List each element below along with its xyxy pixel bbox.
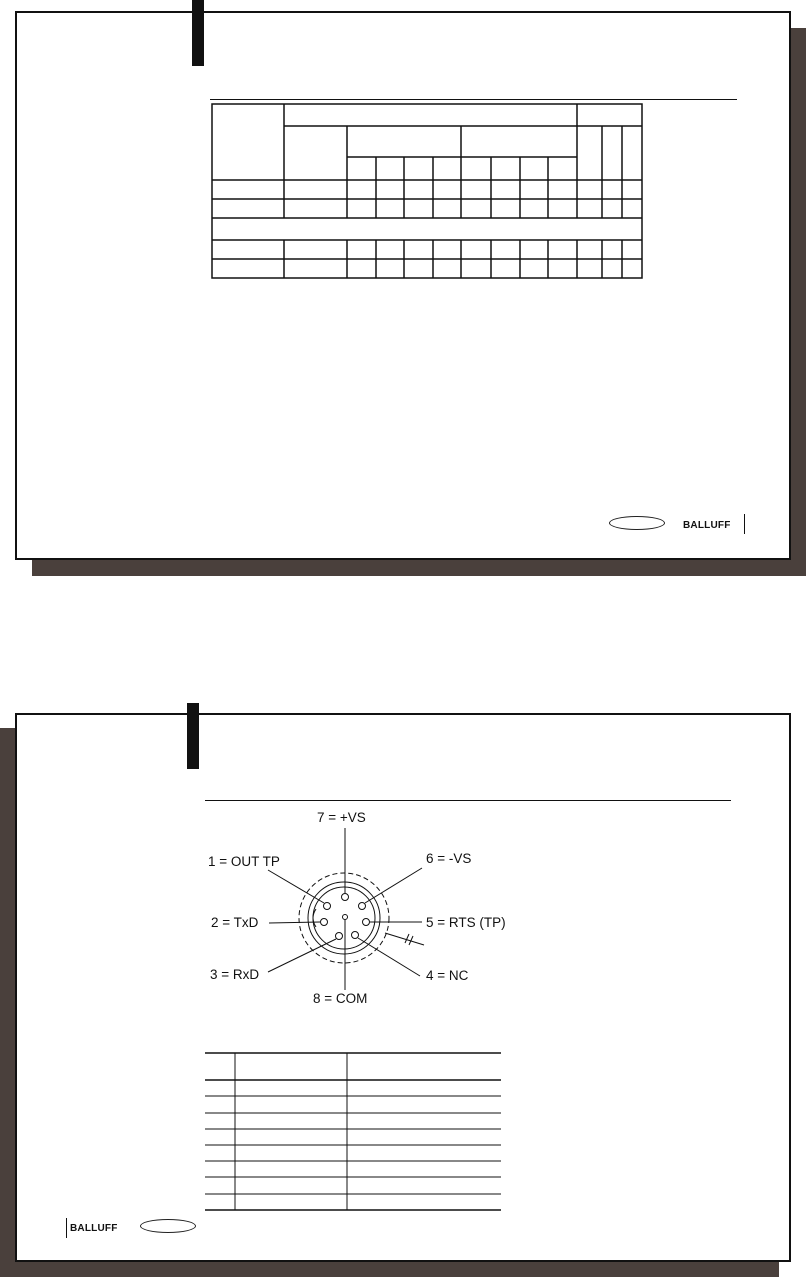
pin-label-7: 7 = +VS: [317, 810, 366, 825]
pin-label-4: 4 = NC: [426, 968, 469, 983]
pin-label-6: 6 = -VS: [426, 851, 472, 866]
page1-brand: BALLUFF: [683, 520, 731, 531]
pin-label-2: 2 = TxD: [211, 915, 259, 930]
pin-label-8: 8 = COM: [313, 991, 368, 1006]
pin-label-5: 5 = RTS (TP): [426, 915, 506, 930]
page2-brand: BALLUFF: [70, 1223, 118, 1234]
pin-label-3: 3 = RxD: [210, 967, 260, 982]
pin-label-1: 1 = OUT TP: [208, 854, 280, 869]
page2-logo-oval: [140, 1219, 196, 1233]
page2-brand-divider: [66, 1218, 67, 1238]
